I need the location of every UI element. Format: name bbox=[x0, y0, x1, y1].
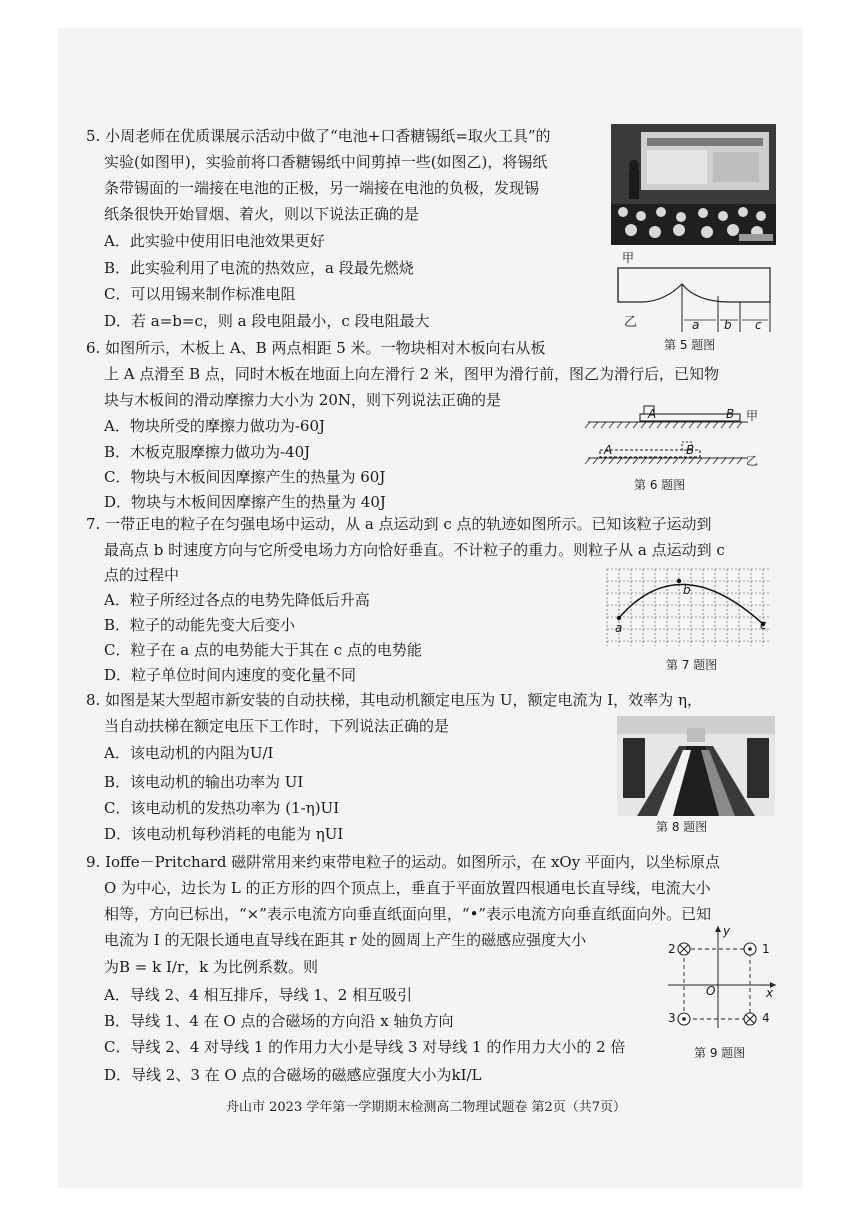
q9-option-b: B．导线 1、4 在 O 点的合磁场的方向沿 x 轴负方向 bbox=[104, 1012, 454, 1030]
q8-escalator-photo bbox=[617, 716, 775, 816]
q9-figure-caption: 第 9 题图 bbox=[694, 1046, 746, 1060]
q7-stem-line-3: 点的过程中 bbox=[104, 566, 180, 584]
page-footer: 舟山市 2023 学年第一学期期末检测高二物理试题卷 第2页（共7页） bbox=[226, 1100, 627, 1115]
q6-label-b-after: B bbox=[686, 443, 695, 457]
q5-classroom-photo bbox=[611, 124, 776, 245]
q9-stem-line-1: 9. Ioffe－Pritchard 磁阱常用来约束带电粒子的运动。如图所示，在 xOy 平面内，以坐标原点 bbox=[86, 853, 720, 871]
q6-label-a-before: A bbox=[648, 407, 657, 421]
q8-option-d: D．该电动机每秒消耗的电能为 ηUI bbox=[104, 825, 344, 843]
q5-stem-line-1: 5. 小周老师在优质课展示活动中做了“电池+口香糖锡纸=取火工具”的 bbox=[86, 127, 551, 145]
q5-option-c: C．可以用锡来制作标准电阻 bbox=[104, 285, 296, 303]
q6-option-c: C．物块与木板间因摩擦产生的热量为 60J bbox=[104, 468, 386, 486]
q5-segment-a: a bbox=[692, 318, 700, 332]
q6-stem-line-2: 上 A 点滑至 B 点，同时木板在地面上向左滑行 2 米，图甲为滑行前，图乙为滑行后，已知物 bbox=[104, 365, 720, 383]
q6-option-a: A．物块所受的摩擦力做功为-60J bbox=[104, 417, 326, 435]
q9-wire-label-4: 4 bbox=[762, 1011, 770, 1025]
q9-stem-line-5: 为B = k I/r，k 为比例系数。则 bbox=[104, 958, 318, 976]
q7-point-a: a bbox=[615, 621, 623, 635]
q9-axis-x: x bbox=[766, 986, 774, 1000]
q7-stem-line-1: 7. 一带正电的粒子在匀强电场中运动，从 a 点运动到 c 点的轨迹如图所示。已知该粒子运动到 bbox=[86, 515, 712, 533]
q7-point-b: b bbox=[683, 583, 691, 597]
q5-fig-label-jia: 甲 bbox=[622, 251, 635, 265]
q6-label-a-after: A bbox=[604, 443, 613, 457]
q8-option-b: B．该电动机的输出功率为 UI bbox=[104, 773, 304, 791]
q9-stem-line-2: O 为中心，边长为 L 的正方形的四个顶点上，垂直于平面放置四根通电长直导线，电流大小 bbox=[104, 879, 711, 897]
q5-option-d: D．若 a=b=c，则 a 段电阻最小，c 段电阻最大 bbox=[104, 312, 430, 330]
q8-option-c: C．该电动机的发热功率为 (1-η)UI bbox=[104, 799, 340, 817]
q7-figure-caption: 第 7 题图 bbox=[666, 658, 718, 672]
q9-option-c: C．导线 2、4 对导线 1 的作用力大小是导线 3 对导线 1 的作用力大小的 2 倍 bbox=[104, 1038, 626, 1056]
q5-stem-line-2: 实验(如图甲)，实验前将口香糖锡纸中间剪掉一些(如图乙)，将锡纸 bbox=[104, 153, 548, 171]
q8-figure-caption: 第 8 题图 bbox=[656, 820, 708, 834]
q6-option-b: B．木板克服摩擦力做功为-40J bbox=[104, 443, 311, 461]
q8-stem-line-2: 当自动扶梯在额定电压下工作时，下列说法正确的是 bbox=[104, 717, 450, 735]
q7-point-c: c bbox=[760, 618, 767, 632]
q9-axis-y: y bbox=[723, 924, 731, 938]
q6-fig-label-yi: 乙 bbox=[746, 454, 759, 468]
q7-option-a: A．粒子所经过各点的电势先降低后升高 bbox=[104, 591, 370, 609]
q9-origin: O bbox=[706, 984, 716, 998]
q9-option-d: D．导线 2、3 在 O 点的合磁场的磁感应强度大小为kI/L bbox=[104, 1066, 482, 1084]
q9-stem-line-3: 相等，方向已标出，“×”表示电流方向垂直纸面向里，“•”表示电流方向垂直纸面向外。已知 bbox=[104, 905, 712, 923]
q5-fig-label-yi: 乙 bbox=[624, 315, 638, 330]
q6-fig-label-jia: 甲 bbox=[746, 409, 759, 423]
q7-option-b: B．粒子的动能先变大后变小 bbox=[104, 616, 296, 634]
q9-wire-label-2: 2 bbox=[668, 942, 676, 956]
q5-segment-c: c bbox=[755, 318, 762, 332]
q6-label-b-before: B bbox=[726, 407, 735, 421]
q6-stem-line-3: 块与木板间的滑动摩擦力大小为 20N，则下列说法正确的是 bbox=[104, 391, 501, 409]
q8-stem-line-1: 8. 如图是某大型超市新安装的自动扶梯，其电动机额定电压为 U，额定电流为 I，效率为 η， bbox=[86, 691, 702, 709]
q8-option-a: A．该电动机的内阻为U/I bbox=[104, 744, 274, 762]
q5-stem-line-4: 纸条很快开始冒烟、着火，则以下说法正确的是 bbox=[104, 205, 420, 223]
q5-figure-caption: 第 5 题图 bbox=[664, 338, 716, 352]
q7-option-d: D．粒子单位时间内速度的变化量不同 bbox=[104, 666, 357, 684]
q6-option-d: D．物块与木板间因摩擦产生的热量为 40J bbox=[104, 493, 386, 511]
q5-option-a: A．此实验中使用旧电池效果更好 bbox=[104, 232, 325, 250]
q9-option-a: A．导线 2、4 相互排斥，导线 1、2 相互吸引 bbox=[104, 986, 413, 1004]
q9-wire-label-1: 1 bbox=[762, 942, 770, 956]
q5-stem-line-3: 条带锡面的一端接在电池的正极，另一端接在电池的负极，发现锡 bbox=[104, 179, 540, 197]
q9-wire-label-3: 3 bbox=[668, 1011, 676, 1025]
q7-option-c: C．粒子在 a 点的电势能大于其在 c 点的电势能 bbox=[104, 641, 422, 659]
q5-segment-b: b bbox=[724, 318, 732, 332]
q5-option-b: B．此实验利用了电流的热效应，a 段最先燃烧 bbox=[104, 259, 414, 277]
q6-figure-caption: 第 6 题图 bbox=[634, 478, 686, 492]
q7-trajectory-figure bbox=[603, 566, 776, 651]
q6-stem-line-1: 6. 如图所示，木板上 A、B 两点相距 5 米。一物块相对木板向右从板 bbox=[86, 339, 546, 357]
q7-stem-line-2: 最高点 b 时速度方向与它所受电场力方向恰好垂直。不计粒子的重力。则粒子从 a 点运动到 c bbox=[104, 541, 725, 559]
q9-stem-line-4: 电流为 I 的无限长通电直导线在距其 r 处的圆周上产生的磁感应强度大小 bbox=[104, 931, 587, 949]
